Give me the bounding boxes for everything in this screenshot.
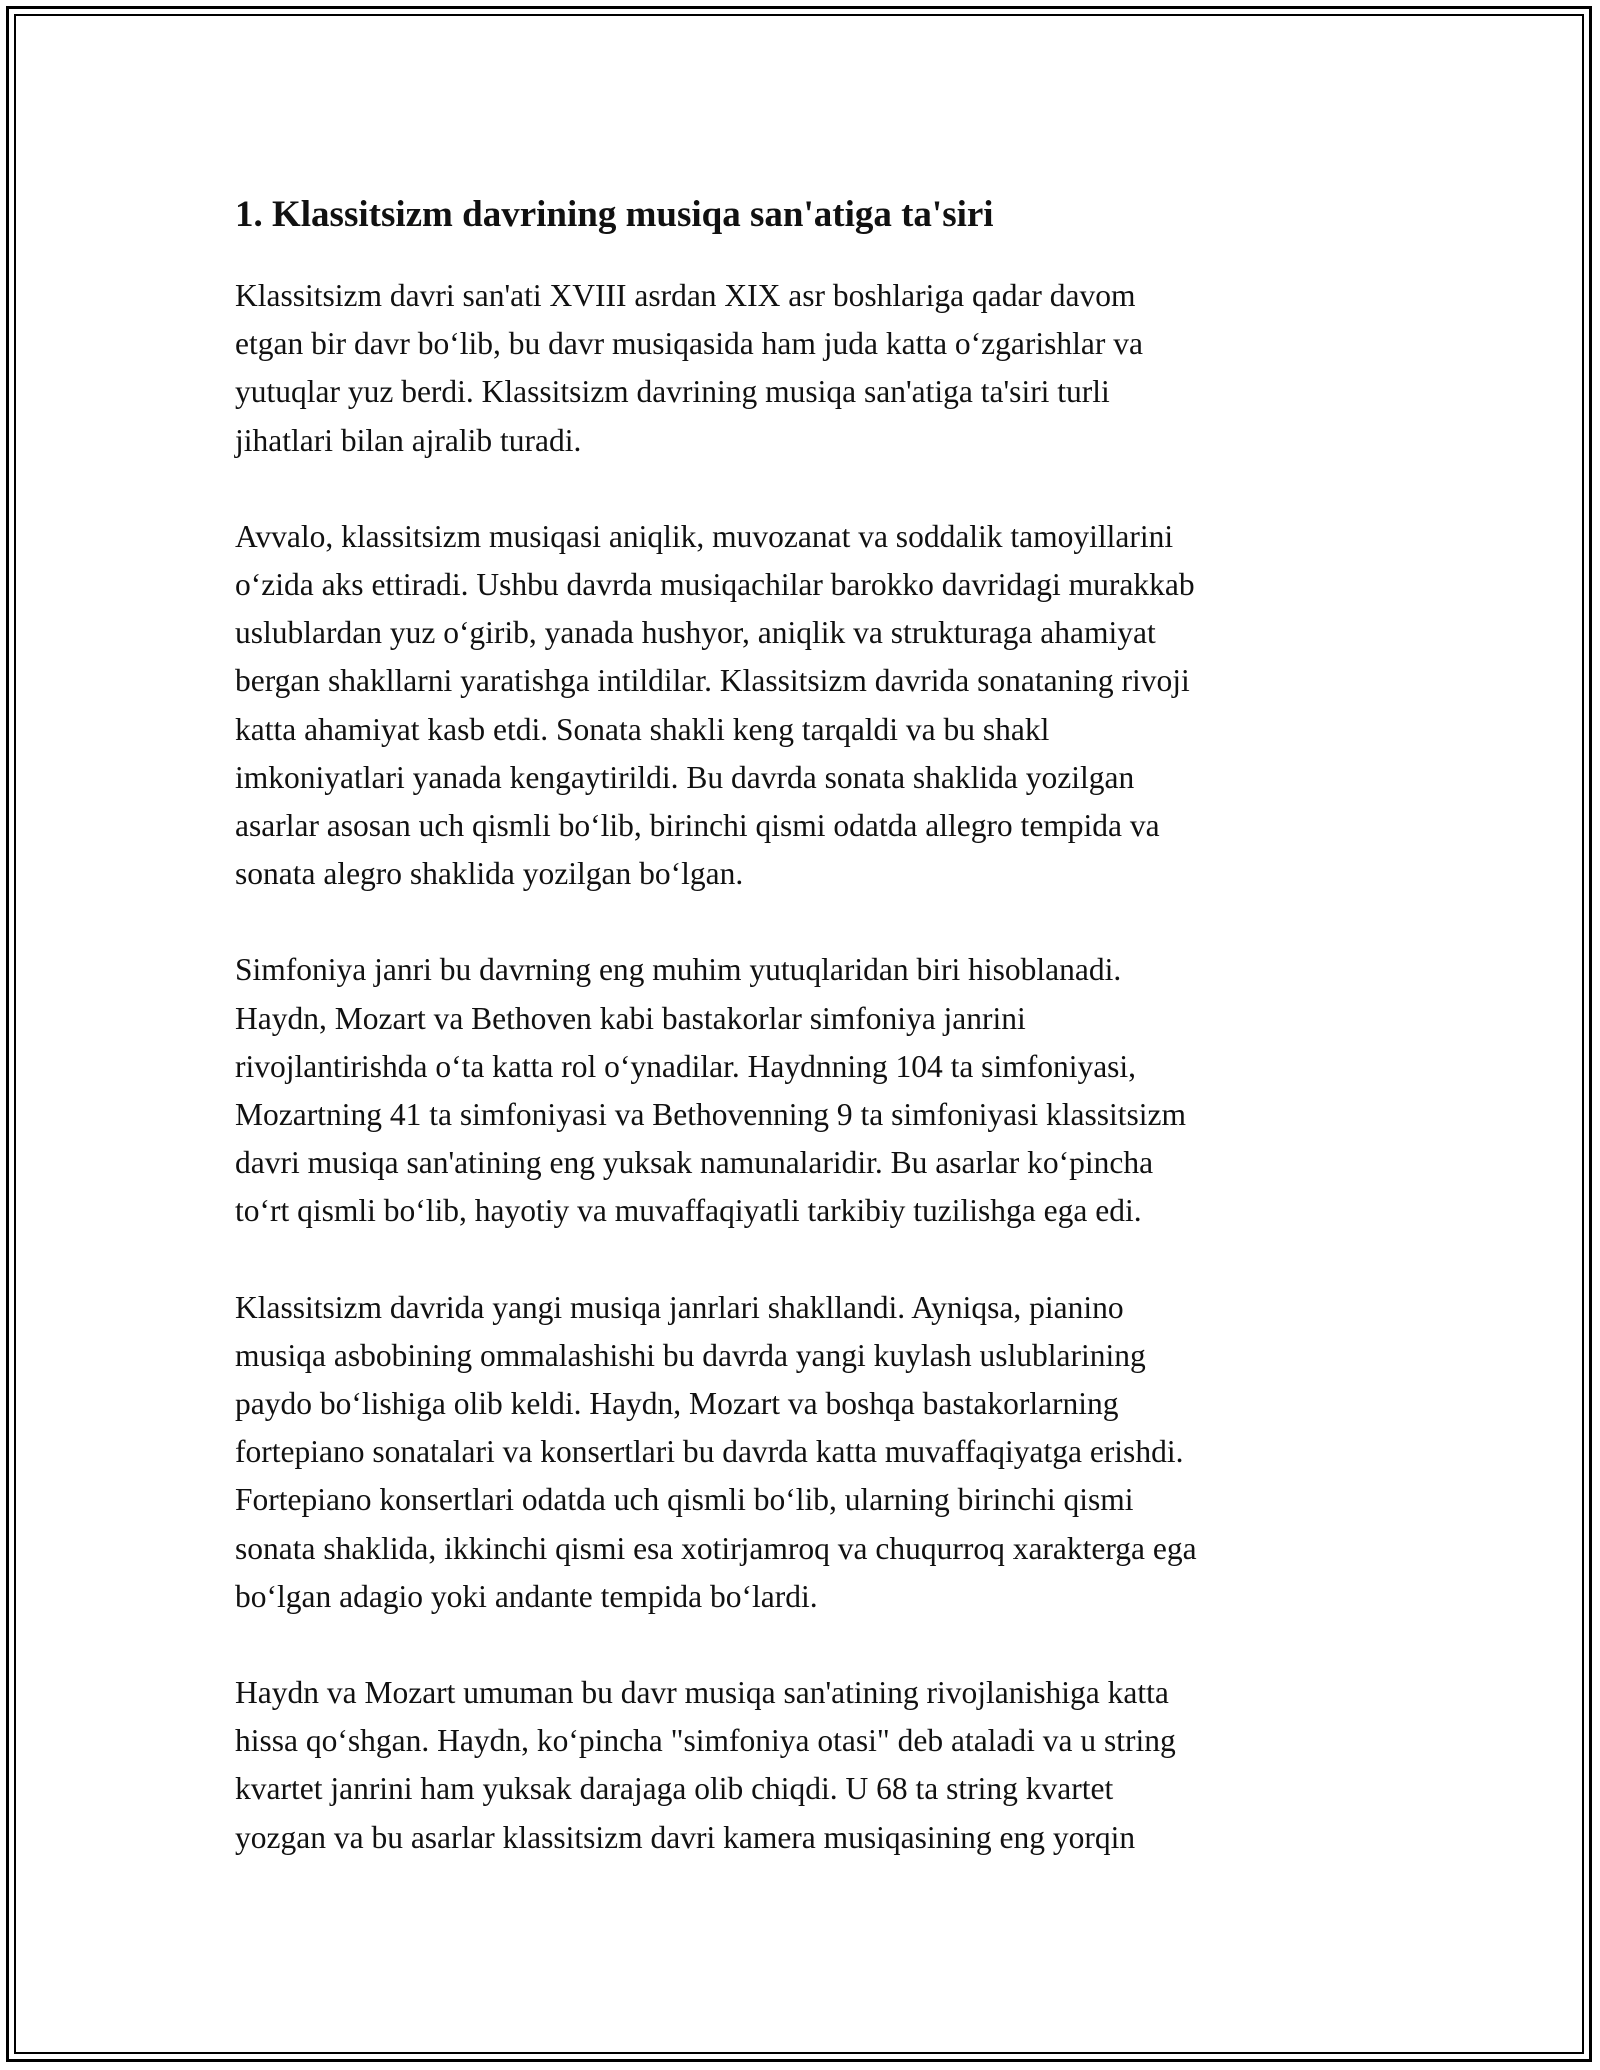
paragraph-line: Mozartning 41 ta simfoniyasi va Bethovenning 9 ta simfoniyasi klassitsizm — [235, 1097, 1186, 1133]
paragraph-line: uslublardan yuz o‘girib, yanada hushyor, aniqlik va strukturaga ahamiyat — [235, 615, 1156, 651]
paragraph-line: musiqa asbobining ommalashishi bu davrda yangi kuylash uslublarining — [235, 1337, 1146, 1373]
paragraph-line: paydo bo‘lishiga olib keldi. Haydn, Mozart va boshqa bastakorlarning — [235, 1386, 1119, 1422]
paragraph-4 — [235, 1284, 1365, 1621]
section-heading: 1. Klassitsizm davrining musiqa san'atiga ta'siri — [235, 194, 994, 235]
paragraph-line: jihatlari bilan ajralib turadi. — [235, 422, 582, 458]
paragraph-1 — [235, 272, 1365, 465]
paragraph-line: yutuqlar yuz berdi. Klassitsizm davrining musiqa san'atiga ta'siri turli — [235, 374, 1110, 410]
paragraph-3 — [235, 946, 1365, 1235]
paragraph-line: Simfoniya janri bu davrning eng muhim yutuqlaridan biri hisoblanadi. — [235, 952, 1122, 988]
paragraph-line: to‘rt qismli bo‘lib, hayotiy va muvaffaqiyatli tarkibiy tuzilishga ega edi. — [235, 1193, 1142, 1229]
paragraph-line: fortepiano sonatalari va konsertlari bu davrda katta muvaffaqiyatga erishdi. — [235, 1434, 1184, 1470]
paragraph-line: rivojlantirishda o‘ta katta rol o‘ynadilar. Haydnning 104 ta simfoniyasi, — [235, 1048, 1137, 1084]
paragraph-line: Klassitsizm davrida yangi musiqa janrlari shakllandi. Ayniqsa, pianino — [235, 1289, 1124, 1325]
paragraph-line: sonata alegro shaklida yozilgan bo‘lgan. — [235, 856, 744, 892]
paragraph-line: etgan bir davr bo‘lib, bu davr musiqasida ham juda katta o‘zgarishlar va — [235, 326, 1143, 362]
paragraph-5 — [235, 1669, 1365, 1862]
paragraph-line: bergan shakllarni yaratishga intildilar. Klassitsizm davrida sonataning rivoji — [235, 663, 1190, 699]
paragraph-line: Fortepiano konsertlari odatda uch qismli bo‘lib, ularning birinchi qismi — [235, 1482, 1134, 1518]
paragraph-line: hissa qo‘shgan. Haydn, ko‘pincha "simfoniya otasi" deb ataladi va u string — [235, 1723, 1176, 1759]
paragraph-line: bo‘lgan adagio yoki andante tempida bo‘lardi. — [235, 1578, 818, 1614]
paragraph-line: davri musiqa san'atining eng yuksak namunalaridir. Bu asarlar ko‘pincha — [235, 1145, 1154, 1181]
paragraph-line: Haydn, Mozart va Bethoven kabi bastakorlar simfoniya janrini — [235, 1000, 1026, 1036]
paragraph-line: Avvalo, klassitsizm musiqasi aniqlik, muvozanat va soddalik tamoyillarini — [235, 518, 1174, 554]
paragraph-line: kvartet janrini ham yuksak darajaga olib chiqdi. U 68 ta string kvartet — [235, 1771, 1114, 1807]
paragraph-line: yozgan va bu asarlar klassitsizm davri kamera musiqasining eng yorqin — [235, 1819, 1136, 1855]
paragraph-line: katta ahamiyat kasb etdi. Sonata shakli keng tarqaldi va bu shakl — [235, 711, 1050, 747]
paragraph-line: o‘zida aks ettiradi. Ushbu davrda musiqachilar barokko davridagi murakkab — [235, 567, 1195, 603]
paragraph-line: imkoniyatlari yanada kengaytirildi. Bu davrda sonata shaklida yozilgan — [235, 759, 1135, 795]
paragraph-line: sonata shaklida, ikkinchi qismi esa xotirjamroq va chuqurroq xarakterga ega — [235, 1530, 1197, 1566]
paragraph-line: Haydn va Mozart umuman bu davr musiqa san'atining rivojlanishiga katta — [235, 1675, 1169, 1711]
paragraph-2 — [235, 513, 1365, 899]
paragraph-line: Klassitsizm davri san'ati XVIII asrdan XIX asr boshlariga qadar davom — [235, 278, 1136, 313]
document-body — [235, 188, 1365, 1910]
paragraph-line: asarlar asosan uch qismli bo‘lib, birinchi qismi odatda allegro tempida va — [235, 808, 1160, 844]
